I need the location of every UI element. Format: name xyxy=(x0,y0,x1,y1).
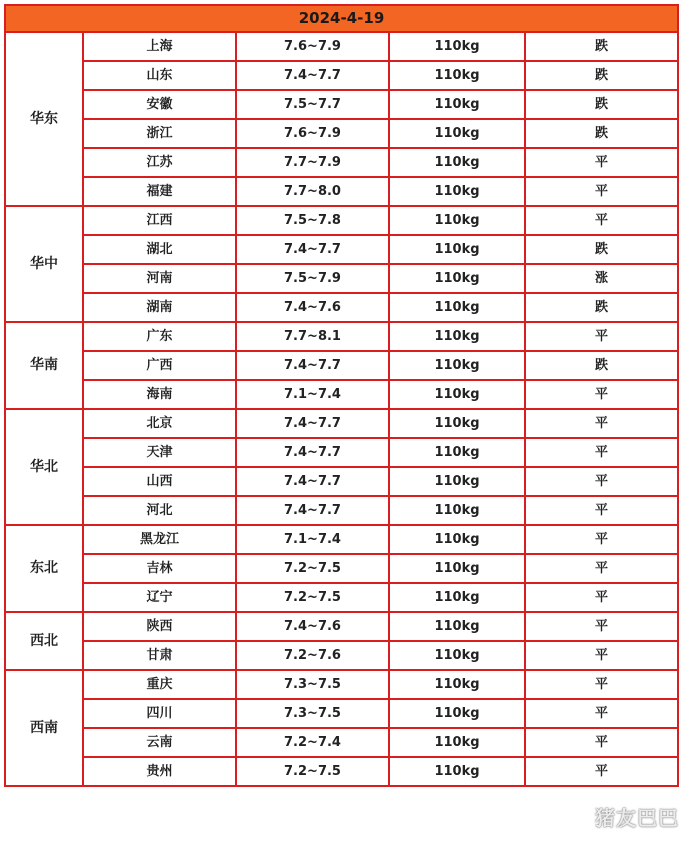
region-cell: 华南 xyxy=(5,322,83,409)
price-cell: 7.6~7.9 xyxy=(236,119,389,148)
price-cell: 7.2~7.5 xyxy=(236,583,389,612)
trend-cell: 平 xyxy=(525,496,678,525)
province-cell: 北京 xyxy=(83,409,236,438)
trend-cell: 平 xyxy=(525,757,678,786)
table-row xyxy=(5,496,678,525)
weight-cell: 110kg xyxy=(389,438,525,467)
weight-cell: 110kg xyxy=(389,235,525,264)
price-cell: 7.2~7.5 xyxy=(236,554,389,583)
province-cell: 福建 xyxy=(83,177,236,206)
weight-cell: 110kg xyxy=(389,148,525,177)
weight-cell: 110kg xyxy=(389,409,525,438)
weight-cell: 110kg xyxy=(389,119,525,148)
table-row xyxy=(5,699,678,728)
trend-cell: 跌 xyxy=(525,351,678,380)
table-row xyxy=(5,409,678,438)
trend-cell: 平 xyxy=(525,641,678,670)
province-cell: 辽宁 xyxy=(83,583,236,612)
table-row xyxy=(5,322,678,351)
table-row xyxy=(5,61,678,90)
price-cell: 7.5~7.8 xyxy=(236,206,389,235)
trend-cell: 平 xyxy=(525,554,678,583)
weight-cell: 110kg xyxy=(389,380,525,409)
price-cell: 7.2~7.6 xyxy=(236,641,389,670)
province-cell: 江西 xyxy=(83,206,236,235)
region-cell: 华东 xyxy=(5,32,83,206)
trend-cell: 平 xyxy=(525,467,678,496)
table-row xyxy=(5,525,678,554)
table-row xyxy=(5,177,678,206)
weight-cell: 110kg xyxy=(389,612,525,641)
weight-cell: 110kg xyxy=(389,467,525,496)
province-cell: 陕西 xyxy=(83,612,236,641)
trend-cell: 平 xyxy=(525,322,678,351)
province-cell: 天津 xyxy=(83,438,236,467)
trend-cell: 平 xyxy=(525,612,678,641)
price-cell: 7.4~7.6 xyxy=(236,293,389,322)
price-cell: 7.1~7.4 xyxy=(236,525,389,554)
table-row xyxy=(5,757,678,786)
region-cell: 华中 xyxy=(5,206,83,322)
weight-cell: 110kg xyxy=(389,206,525,235)
province-cell: 云南 xyxy=(83,728,236,757)
province-cell: 河北 xyxy=(83,496,236,525)
price-cell: 7.4~7.7 xyxy=(236,409,389,438)
price-cell: 7.7~8.1 xyxy=(236,322,389,351)
trend-cell: 平 xyxy=(525,525,678,554)
table-row xyxy=(5,90,678,119)
province-cell: 黑龙江 xyxy=(83,525,236,554)
province-cell: 安徽 xyxy=(83,90,236,119)
region-cell: 西南 xyxy=(5,670,83,786)
price-cell: 7.7~7.9 xyxy=(236,148,389,177)
table-row xyxy=(5,235,678,264)
table-row xyxy=(5,148,678,177)
region-cell: 华北 xyxy=(5,409,83,525)
province-cell: 上海 xyxy=(83,32,236,61)
weight-cell: 110kg xyxy=(389,293,525,322)
province-cell: 吉林 xyxy=(83,554,236,583)
province-cell: 河南 xyxy=(83,264,236,293)
weight-cell: 110kg xyxy=(389,264,525,293)
price-cell: 7.2~7.5 xyxy=(236,757,389,786)
price-cell: 7.4~7.7 xyxy=(236,467,389,496)
province-cell: 浙江 xyxy=(83,119,236,148)
province-cell: 山东 xyxy=(83,61,236,90)
price-cell: 7.4~7.7 xyxy=(236,351,389,380)
trend-cell: 平 xyxy=(525,670,678,699)
trend-cell: 涨 xyxy=(525,264,678,293)
price-cell: 7.2~7.4 xyxy=(236,728,389,757)
price-cell: 7.5~7.9 xyxy=(236,264,389,293)
table-row xyxy=(5,467,678,496)
table-row xyxy=(5,351,678,380)
region-cell: 东北 xyxy=(5,525,83,612)
province-cell: 江苏 xyxy=(83,148,236,177)
weight-cell: 110kg xyxy=(389,670,525,699)
province-cell: 贵州 xyxy=(83,757,236,786)
table-row xyxy=(5,728,678,757)
trend-cell: 平 xyxy=(525,409,678,438)
trend-cell: 跌 xyxy=(525,90,678,119)
province-cell: 山西 xyxy=(83,467,236,496)
weight-cell: 110kg xyxy=(389,351,525,380)
price-cell: 7.3~7.5 xyxy=(236,699,389,728)
weight-cell: 110kg xyxy=(389,641,525,670)
province-cell: 广西 xyxy=(83,351,236,380)
price-cell: 7.3~7.5 xyxy=(236,670,389,699)
province-cell: 甘肃 xyxy=(83,641,236,670)
trend-cell: 平 xyxy=(525,728,678,757)
table-row xyxy=(5,612,678,641)
table-row xyxy=(5,554,678,583)
province-cell: 广东 xyxy=(83,322,236,351)
region-cell: 西北 xyxy=(5,612,83,670)
watermark: 猪友巴巴 xyxy=(595,806,679,830)
province-cell: 湖北 xyxy=(83,235,236,264)
province-cell: 湖南 xyxy=(83,293,236,322)
price-cell: 7.4~7.7 xyxy=(236,235,389,264)
weight-cell: 110kg xyxy=(389,496,525,525)
trend-cell: 平 xyxy=(525,380,678,409)
trend-cell: 平 xyxy=(525,438,678,467)
table-row xyxy=(5,641,678,670)
province-cell: 重庆 xyxy=(83,670,236,699)
pig-price-table xyxy=(4,4,679,787)
price-cell: 7.4~7.7 xyxy=(236,438,389,467)
table-row xyxy=(5,438,678,467)
province-cell: 海南 xyxy=(83,380,236,409)
weight-cell: 110kg xyxy=(389,757,525,786)
table-row xyxy=(5,293,678,322)
weight-cell: 110kg xyxy=(389,583,525,612)
trend-cell: 跌 xyxy=(525,235,678,264)
weight-cell: 110kg xyxy=(389,728,525,757)
price-cell: 7.6~7.9 xyxy=(236,32,389,61)
weight-cell: 110kg xyxy=(389,322,525,351)
title-row xyxy=(5,5,678,32)
trend-cell: 跌 xyxy=(525,119,678,148)
price-cell: 7.4~7.7 xyxy=(236,61,389,90)
trend-cell: 平 xyxy=(525,583,678,612)
price-cell: 7.4~7.7 xyxy=(236,496,389,525)
table-row xyxy=(5,32,678,61)
weight-cell: 110kg xyxy=(389,90,525,119)
trend-cell: 平 xyxy=(525,699,678,728)
weight-cell: 110kg xyxy=(389,61,525,90)
table-title: 2024-4-19 xyxy=(5,5,678,32)
weight-cell: 110kg xyxy=(389,177,525,206)
price-cell: 7.1~7.4 xyxy=(236,380,389,409)
trend-cell: 平 xyxy=(525,177,678,206)
table-body xyxy=(5,5,678,786)
table-row xyxy=(5,583,678,612)
table-row xyxy=(5,264,678,293)
weight-cell: 110kg xyxy=(389,525,525,554)
weight-cell: 110kg xyxy=(389,32,525,61)
trend-cell: 跌 xyxy=(525,32,678,61)
trend-cell: 跌 xyxy=(525,61,678,90)
weight-cell: 110kg xyxy=(389,699,525,728)
trend-cell: 跌 xyxy=(525,293,678,322)
price-cell: 7.5~7.7 xyxy=(236,90,389,119)
trend-cell: 平 xyxy=(525,148,678,177)
table-row xyxy=(5,380,678,409)
table-row xyxy=(5,206,678,235)
trend-cell: 平 xyxy=(525,206,678,235)
province-cell: 四川 xyxy=(83,699,236,728)
price-cell: 7.4~7.6 xyxy=(236,612,389,641)
weight-cell: 110kg xyxy=(389,554,525,583)
price-cell: 7.7~8.0 xyxy=(236,177,389,206)
table-row xyxy=(5,670,678,699)
table-row xyxy=(5,119,678,148)
